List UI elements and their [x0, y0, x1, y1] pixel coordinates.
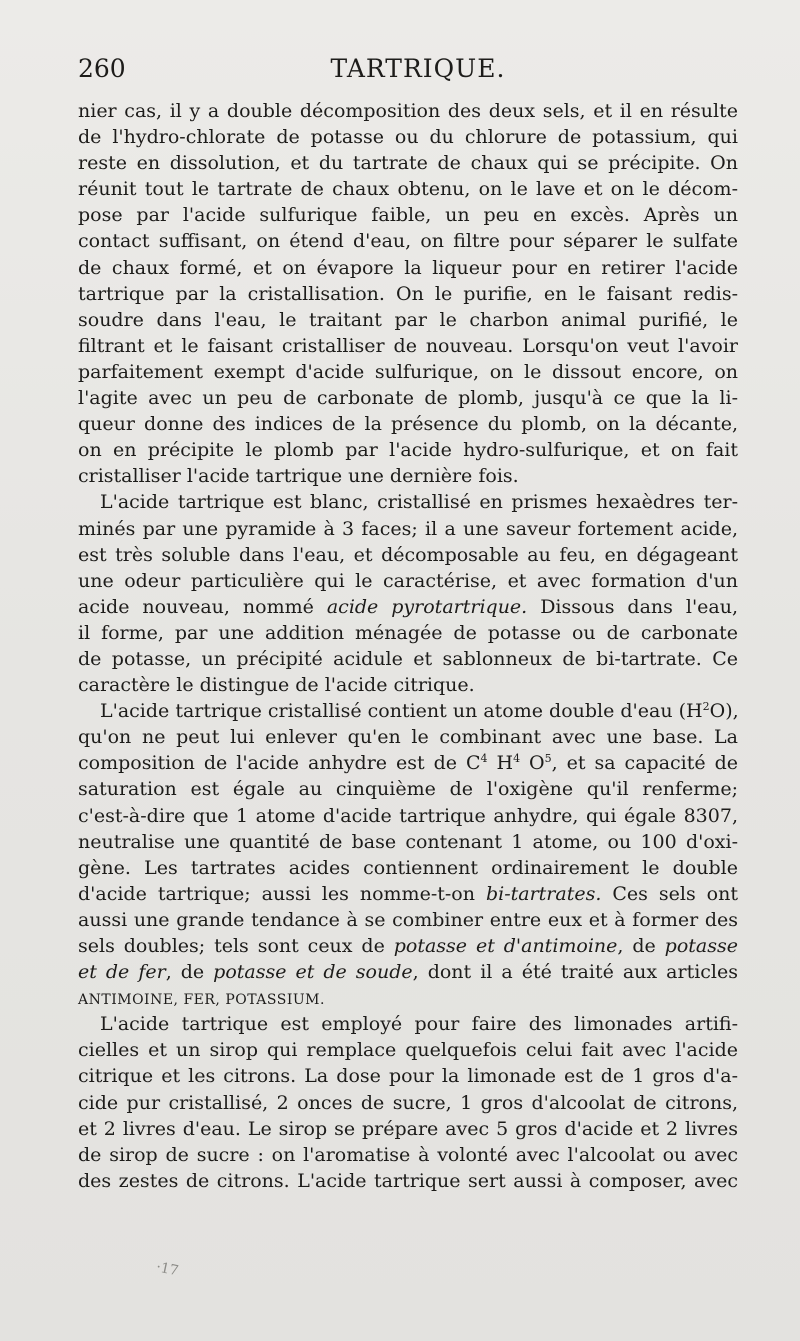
text-line: on en précipite le plomb par l'acide hydro-sulfurique, et on fait	[78, 439, 738, 462]
text-line: tartrique par la cristallisation. On le purifie, en le faisant redis-	[78, 282, 738, 305]
text-line: nier cas, il y a double décomposition des deux sels, et il en résulte	[78, 100, 738, 122]
text-line: composition de l'acide anhydre est de $C^4$ $H^4$ $O^5$, et sa capacité de	[78, 752, 738, 775]
text-line: et 2 livres d'eau. Le sirop se prépare avec 5 gros d'acide et 2 livres	[78, 1117, 738, 1140]
page-header	[78, 52, 738, 86]
text-line: de chaux formé, et on évapore la liqueur pour en retirer l'acide	[78, 256, 738, 279]
italic-term: bi-tartrates.	[485, 882, 602, 905]
italic-term: et de fer	[78, 961, 166, 984]
text-line: aussi une grande tendance à se combiner entre eux et à former des	[78, 908, 738, 931]
text-line: saturation est égale au cinquième de l'oxigène qu'il renferme;	[78, 778, 738, 801]
italic-term: potasse et d'antimoine	[393, 935, 618, 957]
italic-term: potasse et de soude	[213, 961, 413, 984]
text-line: qu'on ne peut lui enlever qu'en le combinant avec une base. La	[78, 726, 738, 749]
text-line: l'agite avec un peu de carbonate de plomb, jusqu'à ce que la li-	[78, 387, 738, 410]
text-line: acide nouveau, nommé acide pyrotartrique. Dissous dans l'eau,	[78, 595, 739, 618]
text-line: réunit tout le tartrate de chaux obtenu, on le lave et on le décom-	[78, 178, 738, 201]
italic-term: acide pyrotartrique.	[326, 595, 528, 618]
text-line: des zestes de citrons. L'acide tartrique sert aussi à composer, avec	[78, 1169, 738, 1192]
text-line: caractère le distingue de l'acide citrique.	[78, 674, 475, 697]
text-line: L'acide tartrique est blanc, cristallisé en prismes hexaèdres ter-	[100, 491, 738, 514]
text-line: neutralise une quantité de base contenant 1 atome, ou 100 d'oxi-	[78, 830, 738, 853]
text-line: L'acide tartrique est employé pour faire des limonades artifi-	[100, 1013, 738, 1036]
text-line: queur donne des indices de la présence du plomb, on la décante,	[78, 413, 738, 436]
text-line: est très soluble dans l'eau, et décomposable au feu, en dégageant	[78, 543, 738, 566]
text-line: L'acide tartrique cristallisé contient un atome double d'eau $(H^2O)$,	[100, 700, 739, 723]
text-line: de potasse, un précipité acidule et sablonneux de bi-tartrate. Ce	[78, 647, 738, 670]
text-line: une odeur particulière qui le caractérise, et avec formation d'un	[78, 569, 738, 592]
text-line	[78, 985, 738, 1011]
text-line: cielles et un sirop qui remplace quelquefois celui fait avec l'acide	[78, 1039, 738, 1062]
show-through-mark: ·17	[154, 1259, 180, 1280]
body-text	[78, 98, 738, 1194]
text-line: minés par une pyramide à 3 faces; il a une saveur fortement acide,	[78, 517, 738, 540]
text-line: il forme, par une addition ménagée de potasse ou de carbonate	[78, 621, 738, 644]
text-line: cristalliser l'acide tartrique une dernière fois.	[78, 465, 519, 488]
running-title: TARTRIQUE.	[330, 54, 506, 83]
text-line: soudre dans l'eau, le traitant par le charbon animal purifié, le	[78, 308, 738, 331]
text-line: filtrant et le faisant cristalliser de nouveau. Lorsqu'on veut l'avoir	[78, 334, 738, 357]
text-line: parfaitement exempt d'acide sulfurique, on le dissout encore, on	[78, 360, 738, 383]
text-line: et de fer, de potasse et de soude, dont il a été traité aux articles	[78, 961, 738, 984]
text-line: pose par l'acide sulfurique faible, un peu en excès. Après un	[78, 204, 738, 227]
text-line: de l'hydro-chlorate de potasse ou du chlorure de potassium, qui	[78, 126, 738, 149]
text-line: sels doubles; tels sont ceux de potasse et d'antimoine, de potasse	[78, 935, 738, 957]
text-line: gène. Les tartrates acides contiennent ordinairement le double	[78, 856, 738, 879]
page-number: 260	[78, 54, 126, 83]
text-line: de sirop de sucre : on l'aromatise à volonté avec l'alcoolat ou avec	[78, 1143, 738, 1166]
text-line: d'acide tartrique; aussi les nomme-t-on bi-tartrates. Ces sels ont	[78, 882, 738, 905]
italic-term: potasse	[664, 935, 738, 957]
small-caps-refs: ANTIMOINE, FER, POTASSIUM.	[78, 992, 325, 1009]
text-line: cide pur cristallisé, 2 onces de sucre, 1 gros d'alcoolat de citrons,	[78, 1091, 738, 1114]
text-line: reste en dissolution, et du tartrate de chaux qui se précipite. On	[78, 152, 738, 175]
text-line: citrique et les citrons. La dose pour la limonade est de 1 gros d'a-	[78, 1065, 738, 1088]
text-line: contact suffisant, on étend d'eau, on filtre pour séparer le sulfate	[78, 230, 738, 253]
text-line: c'est-à-dire que 1 atome d'acide tartrique anhydre, qui égale 8307,	[78, 804, 738, 827]
